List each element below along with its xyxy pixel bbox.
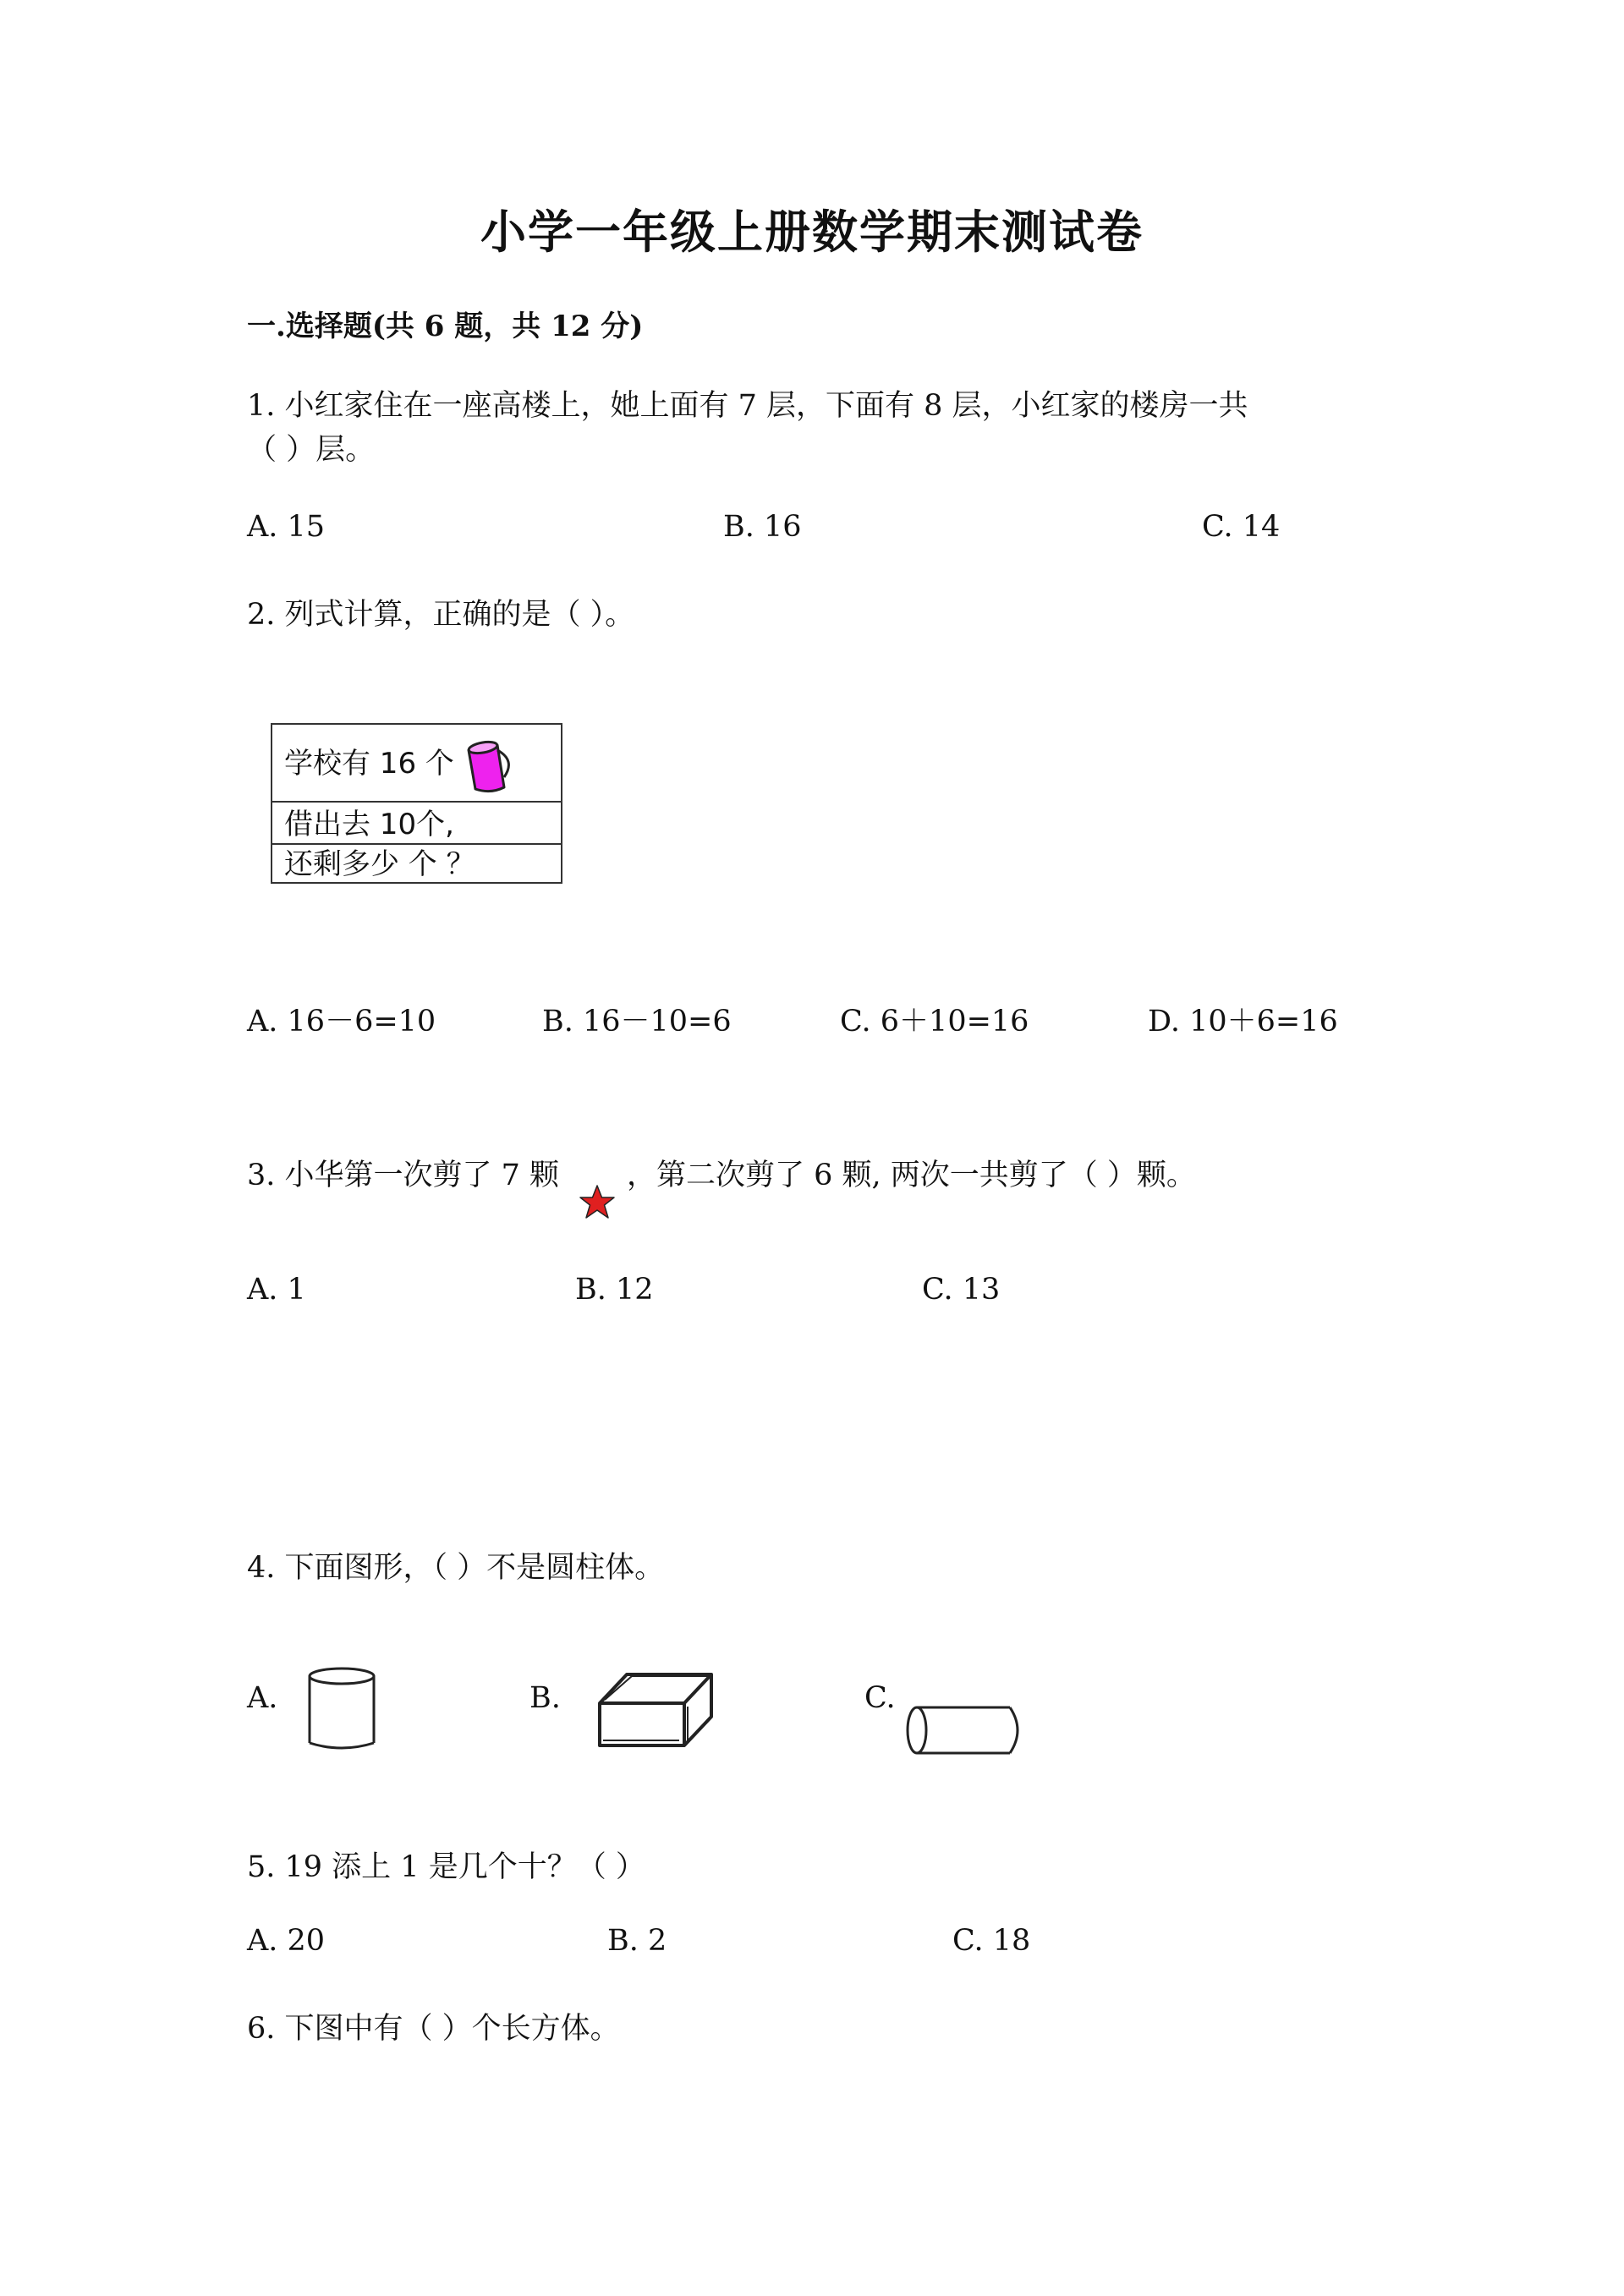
question-4-text: 4. 下面图形，（ ）不是圆柱体。: [247, 1551, 665, 1585]
box-row-3-text: 还剩多少 个 ？: [284, 847, 475, 881]
q4-option-b: B.: [529, 1681, 561, 1715]
word-problem-box: [271, 723, 562, 884]
cuboid-icon: [595, 1666, 720, 1754]
star-icon: [579, 1184, 616, 1221]
question-3-text-part1: 3. 小华第一次剪了 7 颗: [247, 1159, 560, 1192]
q2-option-b: B. 16－10=6: [542, 1005, 732, 1038]
q2-option-c: C. 6＋10=16: [840, 1005, 1029, 1038]
q4-option-a: A.: [247, 1681, 278, 1715]
q1-option-b: B. 16: [723, 510, 802, 544]
box-row-2-text: 借出去 10个,: [284, 808, 454, 841]
question-1-text-cont: （ ）层。: [247, 433, 376, 467]
question-6-text: 6. 下图中有（ ）个长方体。: [247, 2012, 620, 2046]
q1-option-a: A. 15: [247, 510, 326, 544]
box-row-2: [272, 803, 561, 845]
q5-option-b: B. 2: [607, 1924, 667, 1958]
q5-option-a: A. 20: [247, 1924, 326, 1958]
bucket-icon: [460, 732, 519, 796]
question-1-text: 1. 小红家住在一座高楼上，她上面有 7 层，下面有 8 层，小红家的楼房一共: [247, 389, 1248, 423]
q2-option-a: A. 16－6=10: [247, 1005, 436, 1038]
q3-option-c: C. 13: [922, 1273, 1001, 1307]
section-heading: 一.选择题(共 6 题，共 12 分): [247, 310, 644, 343]
q5-option-c: C. 18: [952, 1924, 1031, 1958]
q4-option-c: C.: [864, 1681, 896, 1715]
page-title: 小学一年级上册数学期末测试卷: [480, 205, 1144, 259]
question-5-text: 5. 19 添上 1 是几个十？（ ）: [247, 1850, 645, 1884]
q2-option-d: D. 10＋6=16: [1148, 1005, 1338, 1038]
q3-option-b: B. 12: [575, 1273, 654, 1307]
q3-option-a: A. 1: [247, 1273, 306, 1307]
question-3-text-part2: ，第二次剪了 6 颗, 两次一共剪了（ ）颗。: [627, 1159, 1196, 1192]
box-row-1-text: 学校有 16 个: [284, 747, 454, 781]
q1-option-c: C. 14: [1202, 510, 1281, 544]
upright-cylinder-icon: [303, 1664, 381, 1756]
box-row-3: [272, 845, 561, 884]
question-2-text: 2. 列式计算，正确的是（ ）。: [247, 598, 635, 632]
lying-cylinder-icon: [903, 1701, 1029, 1759]
box-row-1: [272, 725, 561, 803]
